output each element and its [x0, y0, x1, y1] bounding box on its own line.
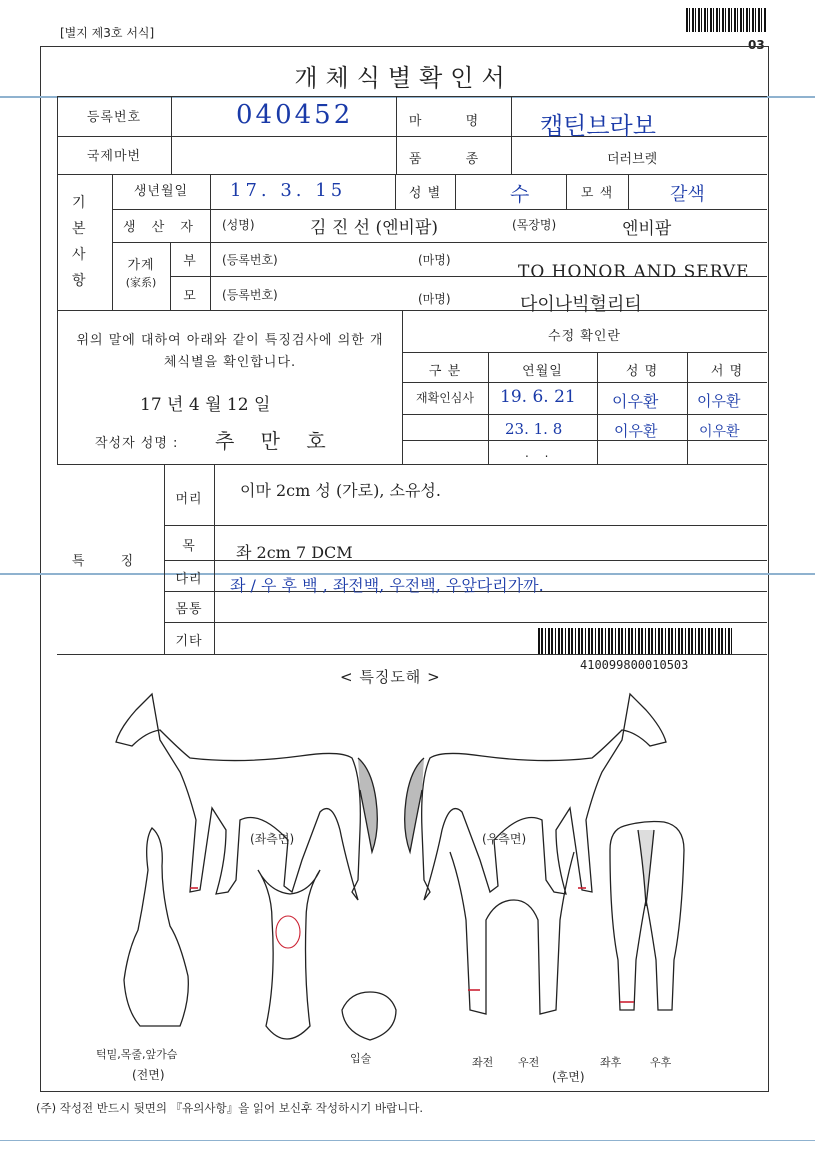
- bottom-barcode: [538, 628, 732, 654]
- rev-row1-type: 재확인심사: [416, 391, 474, 405]
- sire-label: 부: [183, 254, 197, 269]
- head-front-outline: [258, 870, 320, 1039]
- footnote: (주) 작성전 반드시 뒷면의 『유의사항』을 읽어 보신후 작성하시기 바랍니다.: [36, 1101, 424, 1115]
- dam-name-value: 다이나빅헐리티: [520, 294, 642, 315]
- rev-header-date: 연월일: [522, 364, 563, 379]
- feature-head-value: 이마 2cm 성 (가로), 소유성.: [240, 481, 441, 500]
- breed-value: 더러브렛: [607, 152, 658, 167]
- rev-header-sign: 서 명: [710, 364, 744, 379]
- color-label: 모 색: [580, 186, 614, 201]
- feature-leg-label: 다리: [175, 572, 203, 587]
- front-caption: 턱밑,목줄,앞가슴: [96, 1048, 178, 1061]
- right-fore-label: 우전: [518, 1056, 540, 1069]
- sire-name-label: (마명): [418, 253, 451, 267]
- feature-neck-value: 좌 2cm 7 DCM: [236, 543, 353, 562]
- diagram-title: < 특징도해 >: [340, 668, 441, 686]
- feature-head-label: 머리: [175, 492, 203, 507]
- front-label: (전면): [132, 1068, 165, 1082]
- intl-no-label: 국제마번: [86, 149, 142, 164]
- owner-name-label: (성명): [222, 218, 255, 232]
- feature-leg-value: 좌 / 우 후 백 , 좌전백, 우전백, 우앞다리가까.: [230, 576, 544, 595]
- dam-name-label: (마명): [418, 292, 451, 306]
- breed-label: 품 종: [408, 152, 499, 167]
- birth-value: 17. 3. 15: [230, 180, 347, 201]
- writer-label: 작성자 성명 :: [95, 436, 179, 451]
- farm-value: 엔비팜: [622, 219, 672, 239]
- features-section-label: 특 징: [71, 554, 150, 569]
- rev-row1-date: 19. 6. 21: [500, 387, 576, 407]
- writer-value: 추 만 호: [215, 429, 336, 453]
- rear-label: (후면): [552, 1070, 585, 1084]
- sex-label: 성 별: [408, 186, 442, 201]
- rev-row2-sign: 이우환: [699, 424, 740, 440]
- rev-row2-date: 23. 1. 8: [505, 420, 563, 438]
- sire-name-value: TO HONOR AND SERVE: [518, 262, 750, 282]
- sire-reg-label: (등록번호): [222, 253, 278, 267]
- farm-label: (목장명): [512, 218, 557, 232]
- form-tag: [별지 제3호 서식]: [60, 26, 155, 40]
- document-title: 개체식별확인서: [294, 64, 513, 92]
- sex-value: 수: [510, 182, 530, 206]
- left-fore-label: 좌전: [472, 1056, 494, 1069]
- page-number: 03: [748, 38, 765, 52]
- reg-no-value: 040452: [236, 100, 354, 130]
- right-side-label: (우측면): [482, 832, 527, 846]
- producer-label: 생 산 자: [123, 220, 199, 235]
- left-side-horse-outline: [116, 694, 360, 900]
- feature-other-label: 기타: [175, 634, 203, 649]
- rev-row2-name: 이우환: [614, 422, 658, 440]
- hind-tail: [638, 830, 654, 906]
- rev-row1-name: 이우환: [612, 392, 659, 411]
- feature-body-label: 몸통: [175, 602, 203, 617]
- dam-reg-label: (등록번호): [222, 288, 278, 302]
- confirm-date: 17 년 4 월 12 일: [140, 395, 271, 415]
- front-view-outline: [124, 828, 188, 1026]
- lips-outline: [342, 992, 396, 1040]
- right-tail: [405, 758, 424, 852]
- feature-neck-label: 목: [182, 539, 196, 554]
- dam-label: 모: [183, 289, 197, 304]
- right-side-horse-outline: [422, 694, 666, 900]
- horse-name-value: 캡틴브라보: [540, 112, 656, 140]
- birth-label: 생년월일: [133, 184, 189, 199]
- basic-section-label: 기본사항: [72, 195, 87, 289]
- rev-header-type: 구 분: [428, 364, 462, 379]
- horse-diagram: [40, 680, 767, 1090]
- left-hind-label: 좌후: [600, 1056, 622, 1069]
- top-barcode: [686, 8, 766, 32]
- left-side-label: (좌측면): [250, 832, 295, 846]
- reg-no-label: 등록번호: [86, 110, 142, 125]
- confirm-statement: 위의 말에 대하여 아래와 같이 특징검사에 의한 개체식별을 확인합니다.: [76, 333, 384, 370]
- barcode-number: 410099800010503: [580, 658, 689, 672]
- family-label: 가계: [127, 258, 155, 273]
- family-hanja: (家系): [125, 276, 157, 289]
- horse-name-label: 마 명: [408, 114, 499, 129]
- color-value: 갈색: [670, 184, 705, 205]
- rev-row3-date: . .: [525, 446, 555, 460]
- rev-header-name: 성 명: [625, 364, 659, 379]
- revision-title: 수정 확인란: [548, 329, 621, 344]
- head-marking: [276, 916, 300, 948]
- rev-row1-sign: 이우환: [697, 392, 741, 410]
- right-hind-label: 우후: [650, 1056, 672, 1069]
- left-tail: [358, 758, 377, 852]
- owner-name-value: 김 진 선 (엔비팜): [310, 218, 439, 238]
- lips-label: 입술: [350, 1052, 372, 1065]
